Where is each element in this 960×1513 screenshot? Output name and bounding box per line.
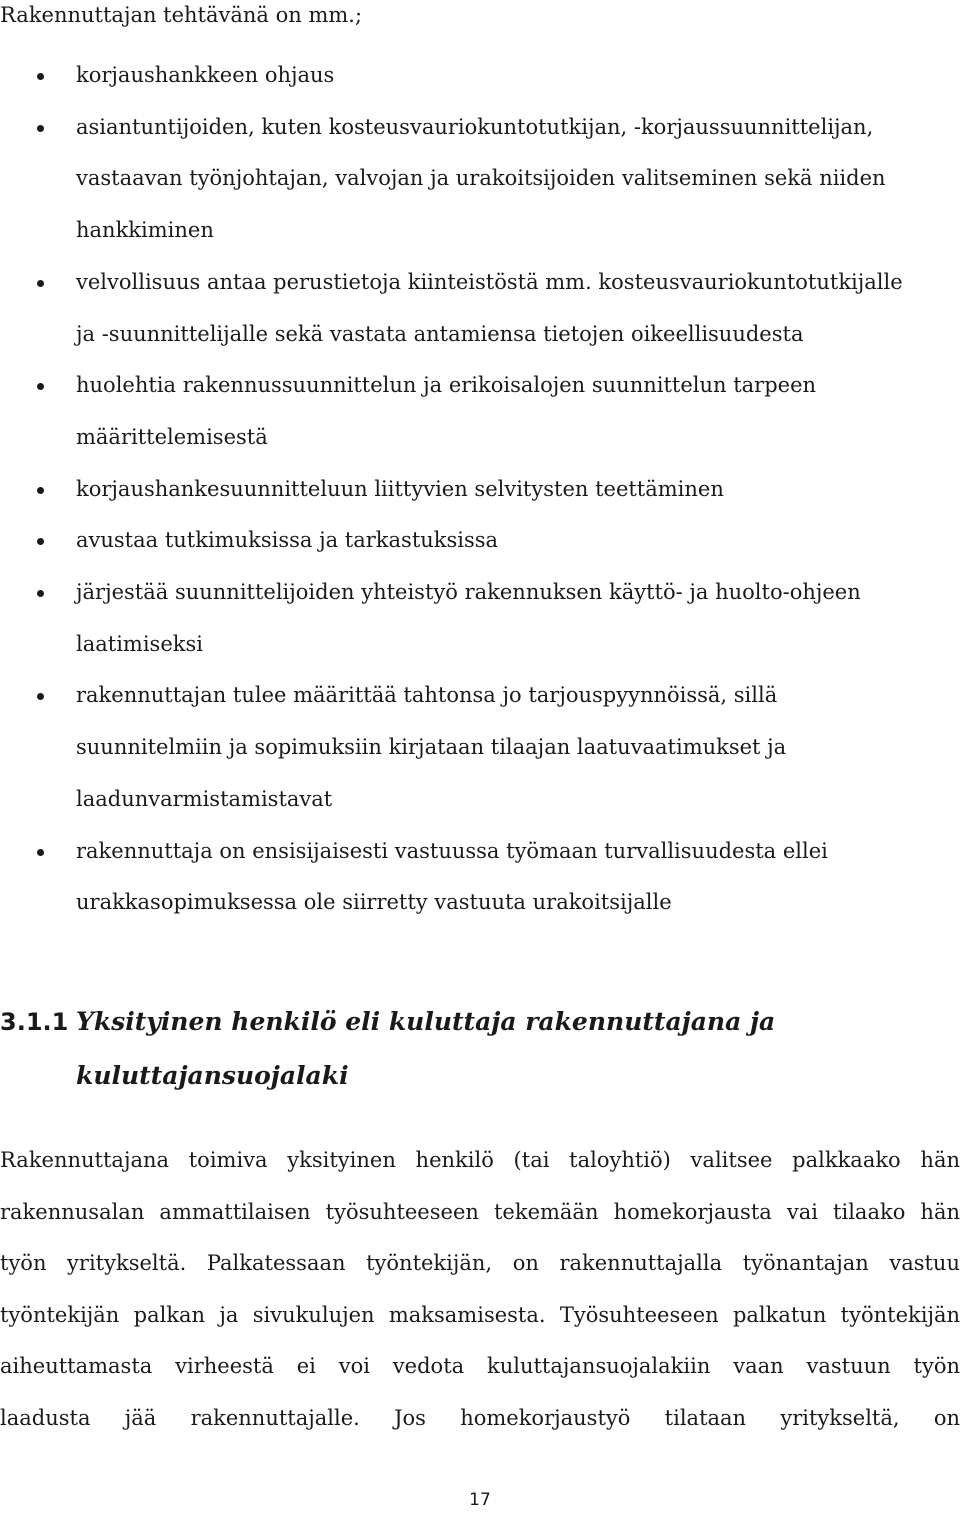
- list-item: [0, 567, 960, 670]
- list-item: [0, 50, 960, 102]
- list-item-line: korjaushankkeen ohjaus: [76, 63, 335, 87]
- bullet-dot-icon: [37, 73, 44, 80]
- body-paragraph: [0, 1135, 960, 1445]
- section-heading: [0, 995, 960, 1103]
- list-item-line: rakennuttaja on ensisijaisesti vastuussa työmaan turvallisuudesta ellei: [76, 838, 828, 863]
- bullet-dot-icon: [37, 280, 44, 287]
- intro-text: Rakennuttajan tehtävänä on mm.;: [0, 3, 363, 27]
- list-item-line: järjestää suunnittelijoiden yhteistyö rakennuksen käyttö- ja huolto-ohjeen: [76, 580, 861, 605]
- bullet-dot-icon: [37, 487, 44, 494]
- list-item-line: rakennuttajan tulee määrittää tahtonsa jo tarjouspyynnöissä, sillä: [76, 683, 778, 708]
- list-item-line: vastaavan työnjohtajan, valvojan ja urakoitsijoiden valitseminen sekä niiden: [76, 166, 886, 191]
- list-item-line: suunnitelmiin ja sopimuksiin kirjataan tilaajan laatuvaatimukset ja: [76, 735, 787, 760]
- section-number: 3.1.1: [0, 1008, 69, 1036]
- paragraph-line: Rakennuttajana toimiva yksityinen henkilö (tai taloyhtiö) valitsee palkkaako hän: [0, 1148, 960, 1172]
- list-item: [0, 360, 960, 463]
- section-title-line: kuluttajansuojalaki: [76, 1061, 349, 1090]
- bullet-dot-icon: [37, 590, 44, 597]
- list-item-line: laadunvarmistamistavat: [76, 786, 333, 811]
- list-item-line: avustaa tutkimuksissa ja tarkastuksissa: [76, 528, 499, 553]
- list-item: [0, 826, 960, 929]
- bullet-dot-icon: [37, 693, 44, 700]
- bullet-dot-icon: [37, 538, 44, 545]
- section-title-line: Yksityinen henkilö eli kuluttaja rakennuttajana ja: [76, 1007, 776, 1036]
- list-item-line: velvollisuus antaa perustietoja kiinteistöstä mm. kosteusvauriokuntotutkijalle: [76, 269, 903, 294]
- list-item: [0, 102, 960, 257]
- list-item: [0, 515, 960, 567]
- paragraph-line: työn yritykseltä. Palkatessaan työntekijän, on rakennuttajalla työnantajan vastuu: [0, 1251, 960, 1276]
- list-item-line: määrittelemisestä: [76, 424, 268, 449]
- list-item: [0, 464, 960, 516]
- list-item-line: laatimiseksi: [76, 631, 203, 656]
- bullet-dot-icon: [37, 383, 44, 390]
- paragraph-line: rakennusalan ammattilaisen työsuhteeseen tekemään homekorjausta vai tilaako hän: [0, 1199, 960, 1224]
- paragraph-line: aiheuttamasta virheestä ei voi vedota kuluttajansuojalakiin vaan vastuun työn: [0, 1354, 960, 1379]
- list-item: [0, 670, 960, 825]
- list-item: [0, 257, 960, 360]
- bullet-dot-icon: [37, 125, 44, 132]
- list-item-line: huolehtia rakennussuunnittelun ja erikoisalojen suunnittelun tarpeen: [76, 373, 817, 398]
- bullet-dot-icon: [37, 849, 44, 856]
- list-item-line: ja -suunnittelijalle sekä vastata antamiensa tietojen oikeellisuudesta: [76, 321, 804, 346]
- list-item-line: hankkiminen: [76, 218, 214, 243]
- paragraph-line: työntekijän palkan ja sivukulujen maksamisesta. Työsuhteeseen palkatun työntekijän: [0, 1302, 960, 1327]
- page-number: 17: [469, 1490, 491, 1510]
- paragraph-line: laadusta jää rakennuttajalle. Jos homekorjaustyö tilataan yritykseltä, on: [0, 1405, 960, 1430]
- list-item-line: korjaushankesuunnitteluun liittyvien selvitysten teettäminen: [76, 476, 724, 501]
- list-item-line: asiantuntijoiden, kuten kosteusvauriokuntotutkijan, -korjaussuunnittelijan,: [76, 114, 874, 139]
- list-item-line: urakkasopimuksessa ole siirretty vastuuta urakoitsijalle: [76, 890, 672, 915]
- task-bullet-list: [0, 50, 960, 929]
